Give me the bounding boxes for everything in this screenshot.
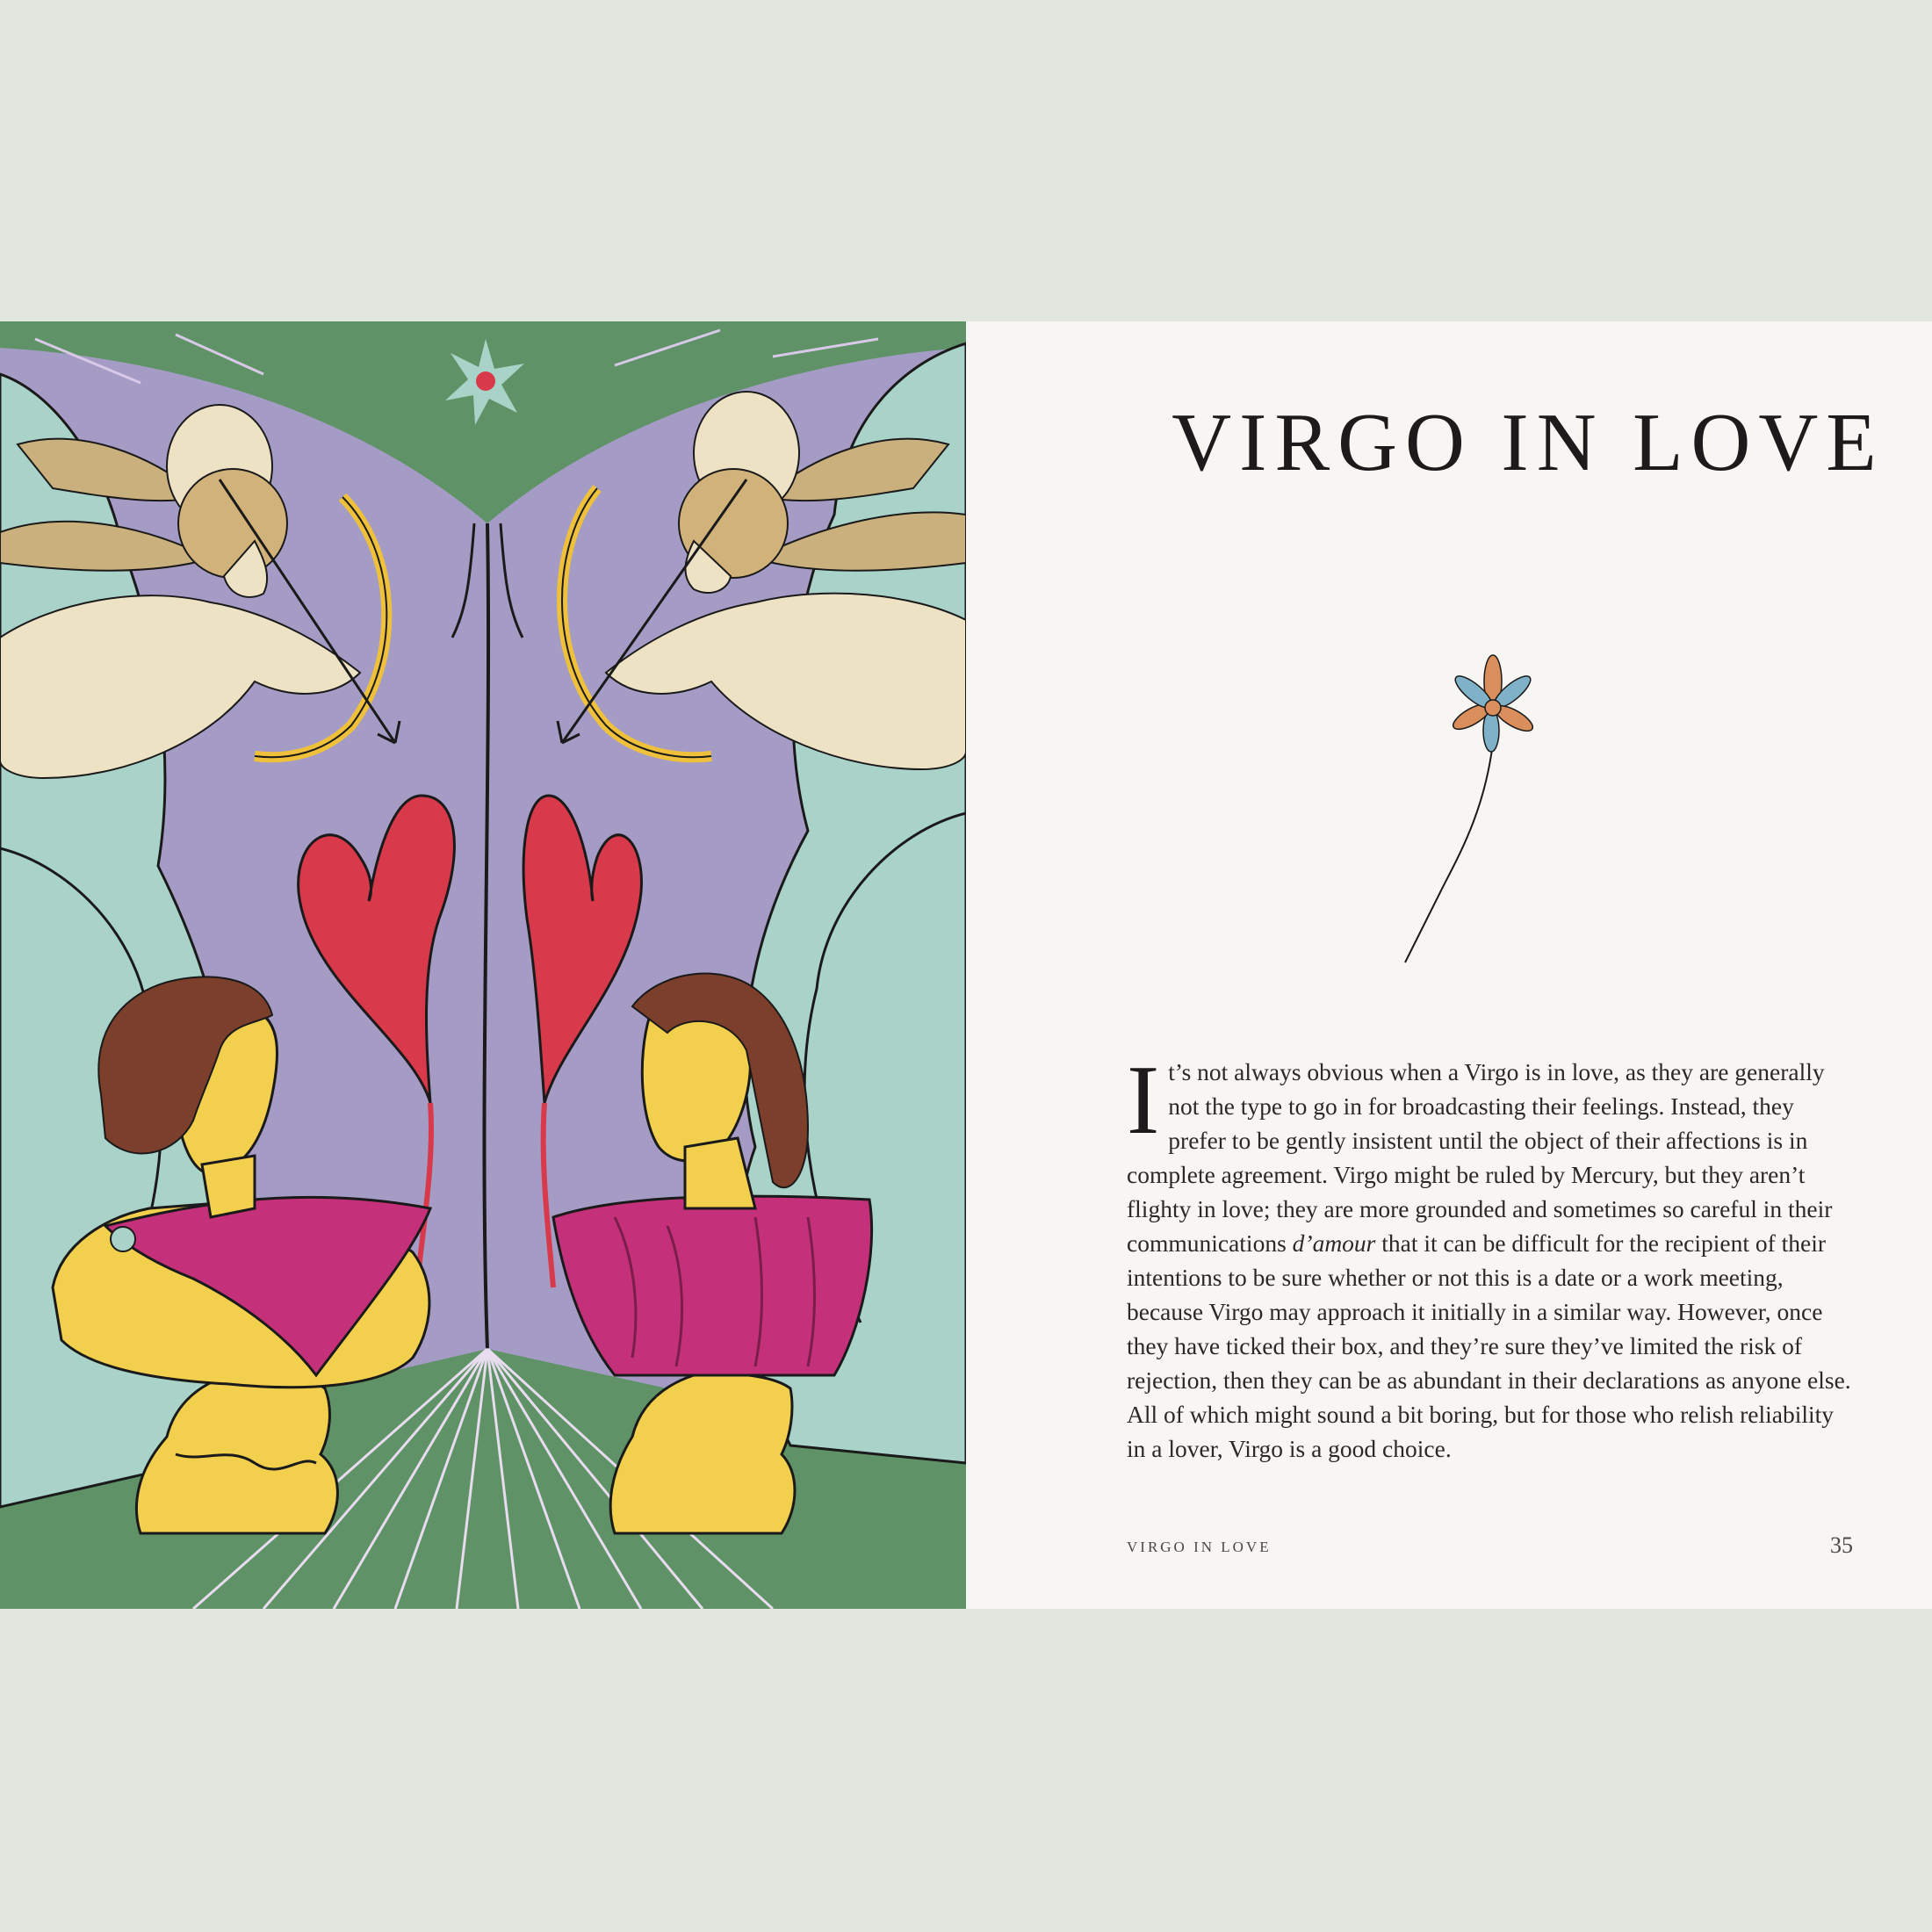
running-head: VIRGO IN LOVE [1127, 1539, 1272, 1555]
body-paragraph [1127, 1046, 1856, 1466]
flower-icon [1388, 523, 1546, 1085]
body-text-end: that it can be difficult for the recipient of their intentions to be sure whether or not this is a date or a work meeting, because Virgo may approach it initially in a similar way. However, once they have ticked their box, and they’re sure they’ve limited the risk of rejection, then they can be as abundant in their declarations as anyone else. All of which might sound a bit boring, but for those who relish reliability in a lover, Virgo is a good choice. [1127, 1229, 1851, 1462]
body-text-italic: d’amour [1292, 1229, 1376, 1257]
body-text-start: t’s not always obvious when a Virgo is in love, as they are generally not the type to go in for broadcasting their feelings. Instead, they prefer to be gently insistent until the object of their affections is in complete agreement. Virgo might be ruled by Mercury, but they aren’t flighty in love; they are more grounded and sometimes so careful in their communications [1127, 1058, 1833, 1257]
page-title: VIRGO IN LOVE [1171, 397, 1885, 488]
page-number: 35 [1830, 1532, 1853, 1558]
text-page [966, 321, 1932, 1609]
book-spread [0, 321, 1932, 1609]
illustration [0, 321, 966, 1609]
drop-cap: I [1127, 1046, 1160, 1155]
illustration-page [0, 321, 966, 1609]
